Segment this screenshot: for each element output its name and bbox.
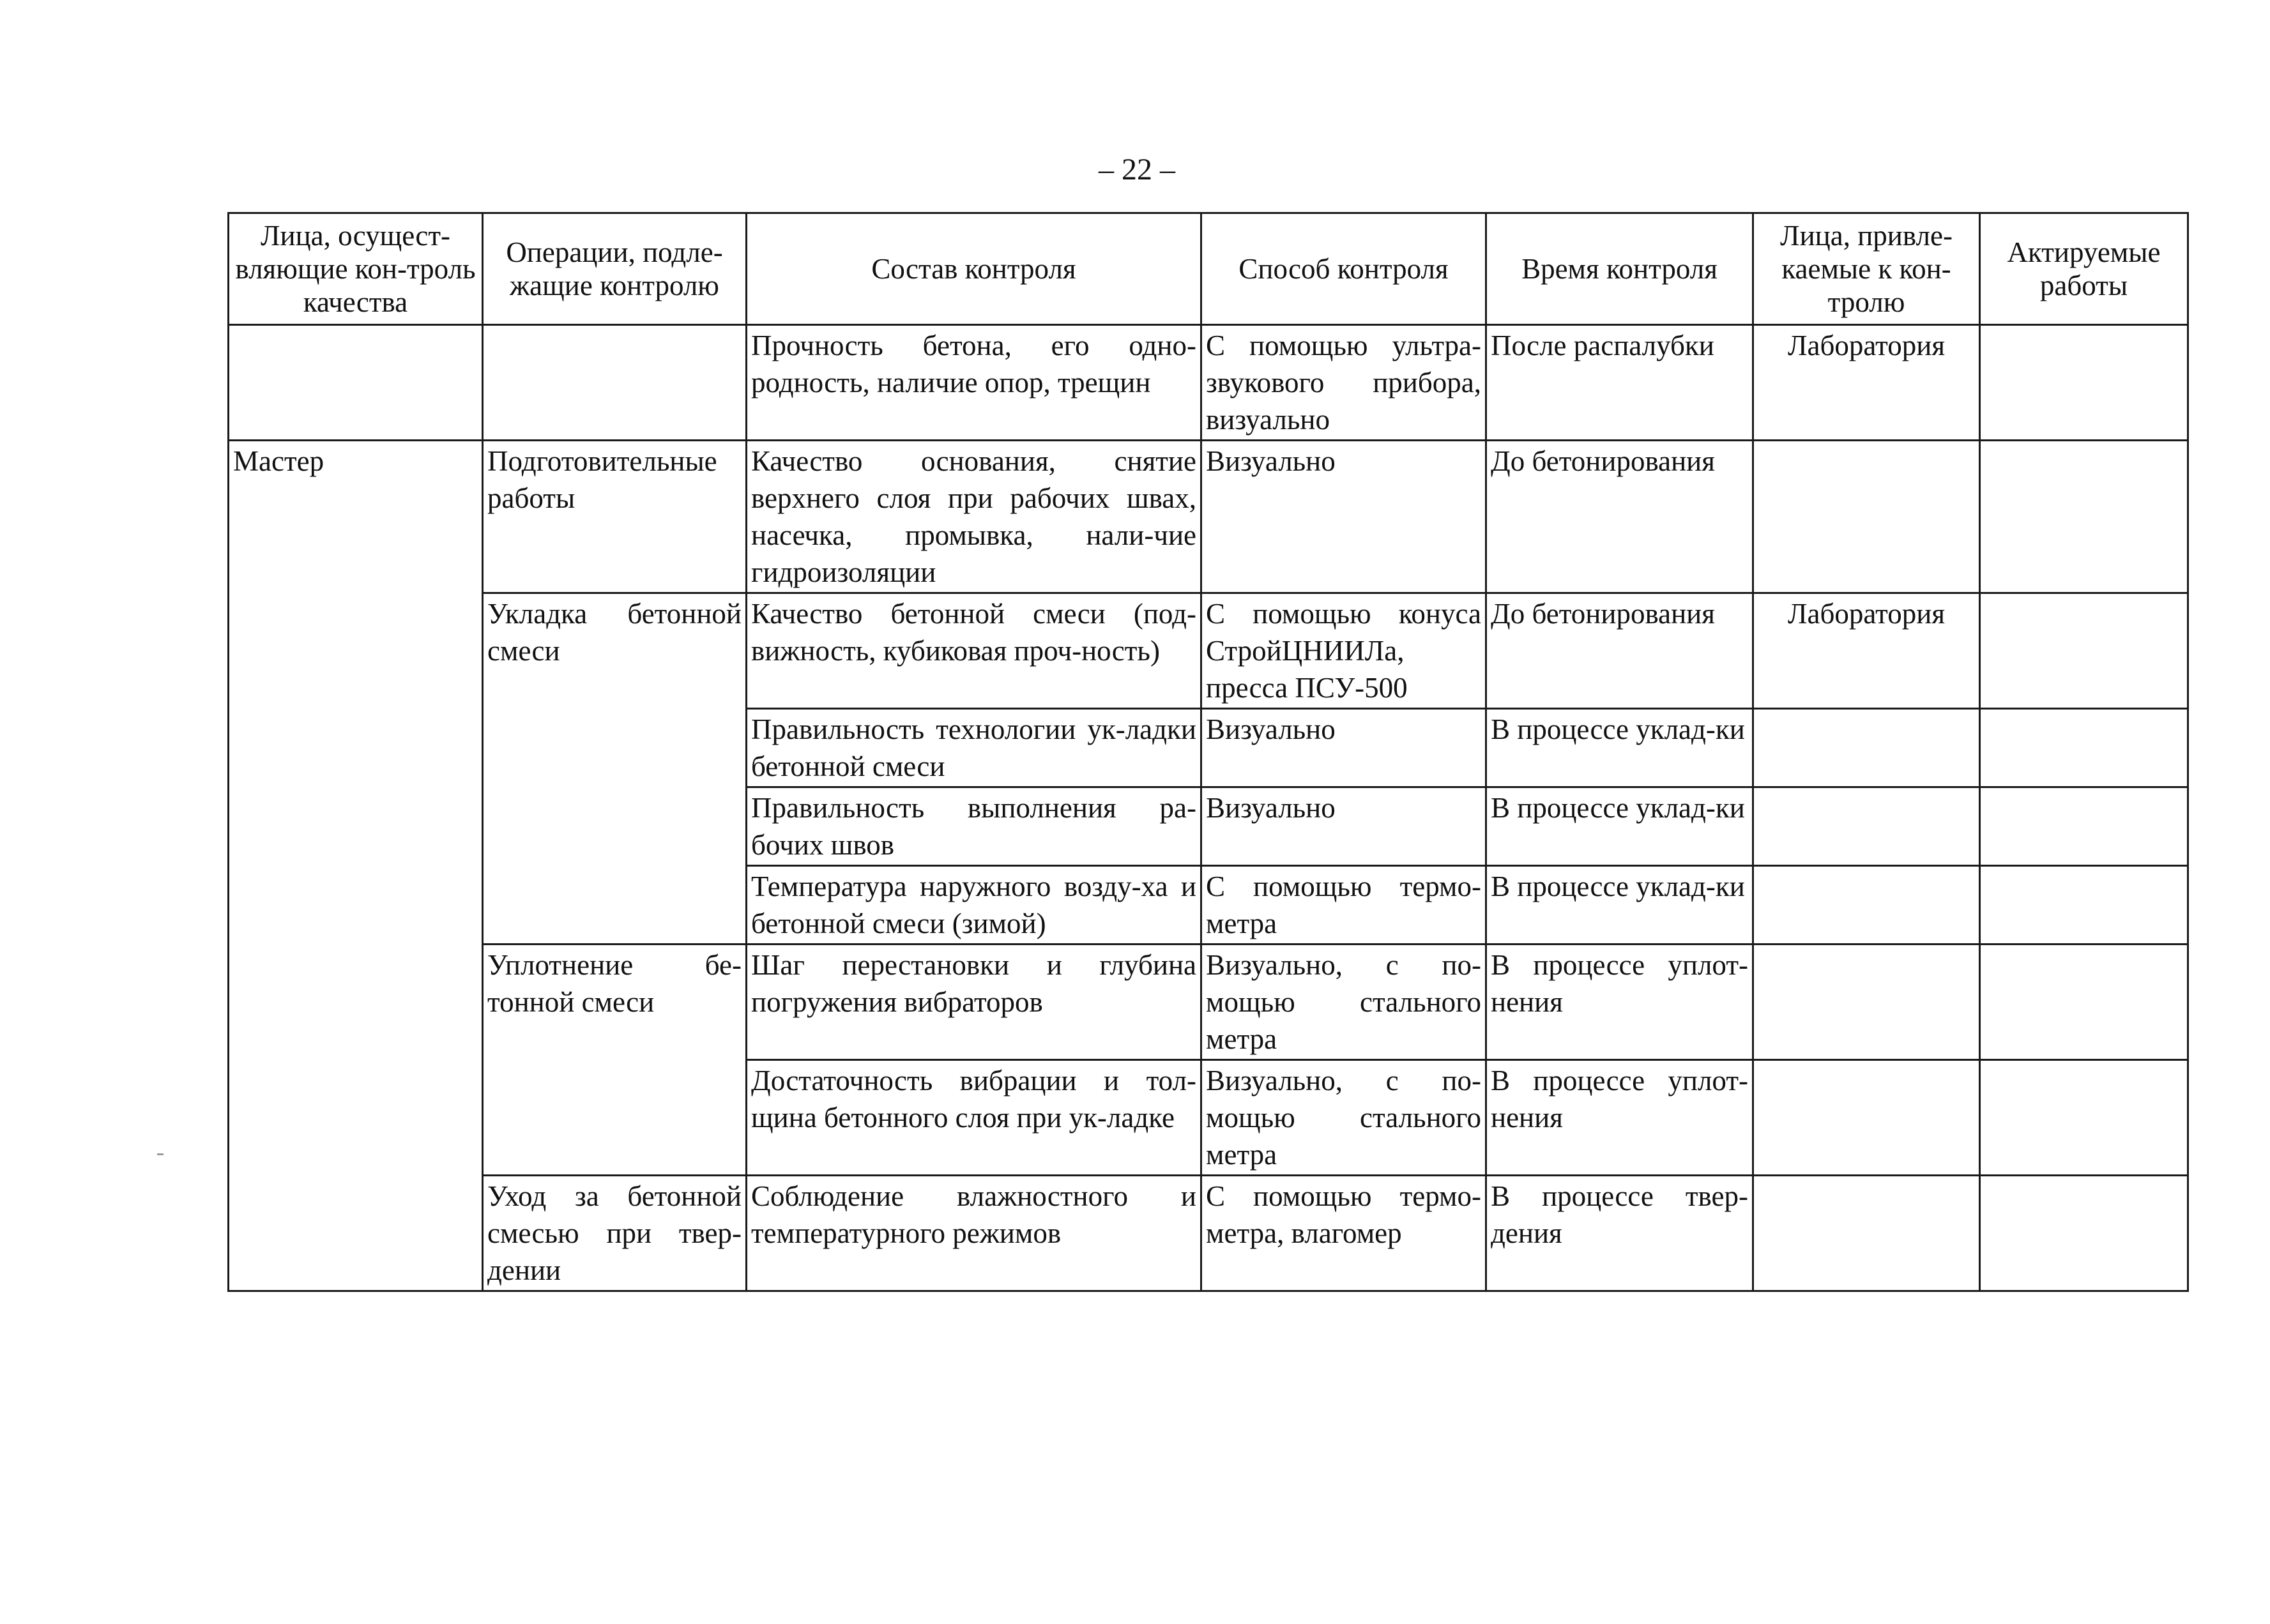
cell-time: В процессе уклад-ки (1486, 866, 1753, 945)
cell-person: Мастер (229, 441, 483, 1291)
cell-operation: Подготовительные работы (483, 441, 747, 593)
header-scope: Состав контроля (747, 213, 1201, 325)
scan-mark (157, 1153, 164, 1155)
cell-acts (1980, 1176, 2188, 1291)
header-involved: Лица, привле-каемые к кон-тролю (1753, 213, 1980, 325)
header-time: Время контроля (1486, 213, 1753, 325)
cell-scope: Правильность технологии ук-ладки бетонной смеси (747, 709, 1201, 787)
cell-person (229, 325, 483, 441)
cell-acts (1980, 441, 2188, 593)
cell-acts (1980, 945, 2188, 1060)
cell-method: Визуально, с по-мощью стального метра (1201, 1060, 1486, 1176)
cell-operation (483, 325, 747, 441)
cell-acts (1980, 709, 2188, 787)
cell-scope: Качество бетонной смеси (под-вижность, кубиковая проч-ность) (747, 593, 1201, 709)
table-header-row (229, 213, 2188, 325)
cell-acts (1980, 866, 2188, 945)
cell-method: Визуально, с по-мощью стального метра (1201, 945, 1486, 1060)
cell-acts (1980, 593, 2188, 709)
cell-method: Визуально (1201, 787, 1486, 866)
cell-time: После распалубки (1486, 325, 1753, 441)
cell-acts (1980, 787, 2188, 866)
cell-method: Визуально (1201, 441, 1486, 593)
header-operations: Операции, подле-жащие контролю (483, 213, 747, 325)
cell-involved: Лаборатория (1753, 593, 1980, 709)
header-method: Способ контроля (1201, 213, 1486, 325)
cell-time: До бетонирования (1486, 593, 1753, 709)
cell-method: С помощью конуса СтройЦНИИЛа, пресса ПСУ-500 (1201, 593, 1486, 709)
cell-time: В процессе уклад-ки (1486, 709, 1753, 787)
cell-scope: Прочность бетона, его одно-родность, наличие опор, трещин (747, 325, 1201, 441)
cell-method: С помощью термо-метра (1201, 866, 1486, 945)
cell-time: В процессе уклад-ки (1486, 787, 1753, 866)
cell-involved (1753, 787, 1980, 866)
cell-involved (1753, 945, 1980, 1060)
cell-method: С помощью ультра-звукового прибора, визуально (1201, 325, 1486, 441)
cell-acts (1980, 1060, 2188, 1176)
cell-involved (1753, 441, 1980, 593)
cell-involved (1753, 709, 1980, 787)
quality-control-table (227, 212, 2189, 1292)
table-row (229, 1176, 2188, 1291)
cell-scope: Качество основания, снятие верхнего слоя при рабочих швах, насечка, промывка, нали-чие гидроизоляции (747, 441, 1201, 593)
cell-time: В процессе уплот-нения (1486, 945, 1753, 1060)
cell-involved: Лаборатория (1753, 325, 1980, 441)
cell-scope: Шаг перестановки и глубина погружения вибраторов (747, 945, 1201, 1060)
cell-operation: Уход за бетонной смесью при твер-дении (483, 1176, 747, 1291)
cell-involved (1753, 1060, 1980, 1176)
cell-scope: Температура наружного возду-ха и бетонной смеси (зимой) (747, 866, 1201, 945)
cell-acts (1980, 325, 2188, 441)
table-row (229, 441, 2188, 593)
cell-method: Визуально (1201, 709, 1486, 787)
page-number: – 22 – (1099, 153, 1175, 186)
cell-involved (1753, 866, 1980, 945)
table-row (229, 945, 2188, 1060)
table-row (229, 593, 2188, 709)
cell-operation: Укладка бетонной смеси (483, 593, 747, 945)
cell-scope: Правильность выполнения ра-бочих швов (747, 787, 1201, 866)
table-row (229, 325, 2188, 441)
cell-scope: Достаточность вибрации и тол-щина бетонного слоя при ук-ладке (747, 1060, 1201, 1176)
cell-time: В процессе твер-дения (1486, 1176, 1753, 1291)
cell-method: С помощью термо-метра, влагомер (1201, 1176, 1486, 1291)
cell-operation: Уплотнение бе-тонной смеси (483, 945, 747, 1176)
cell-time: В процессе уплот-нения (1486, 1060, 1753, 1176)
header-acts: Актируемые работы (1980, 213, 2188, 325)
cell-time: До бетонирования (1486, 441, 1753, 593)
header-persons: Лица, осущест-вляющие кон-троль качества (229, 213, 483, 325)
cell-involved (1753, 1176, 1980, 1291)
cell-scope: Соблюдение влажностного и температурного режимов (747, 1176, 1201, 1291)
